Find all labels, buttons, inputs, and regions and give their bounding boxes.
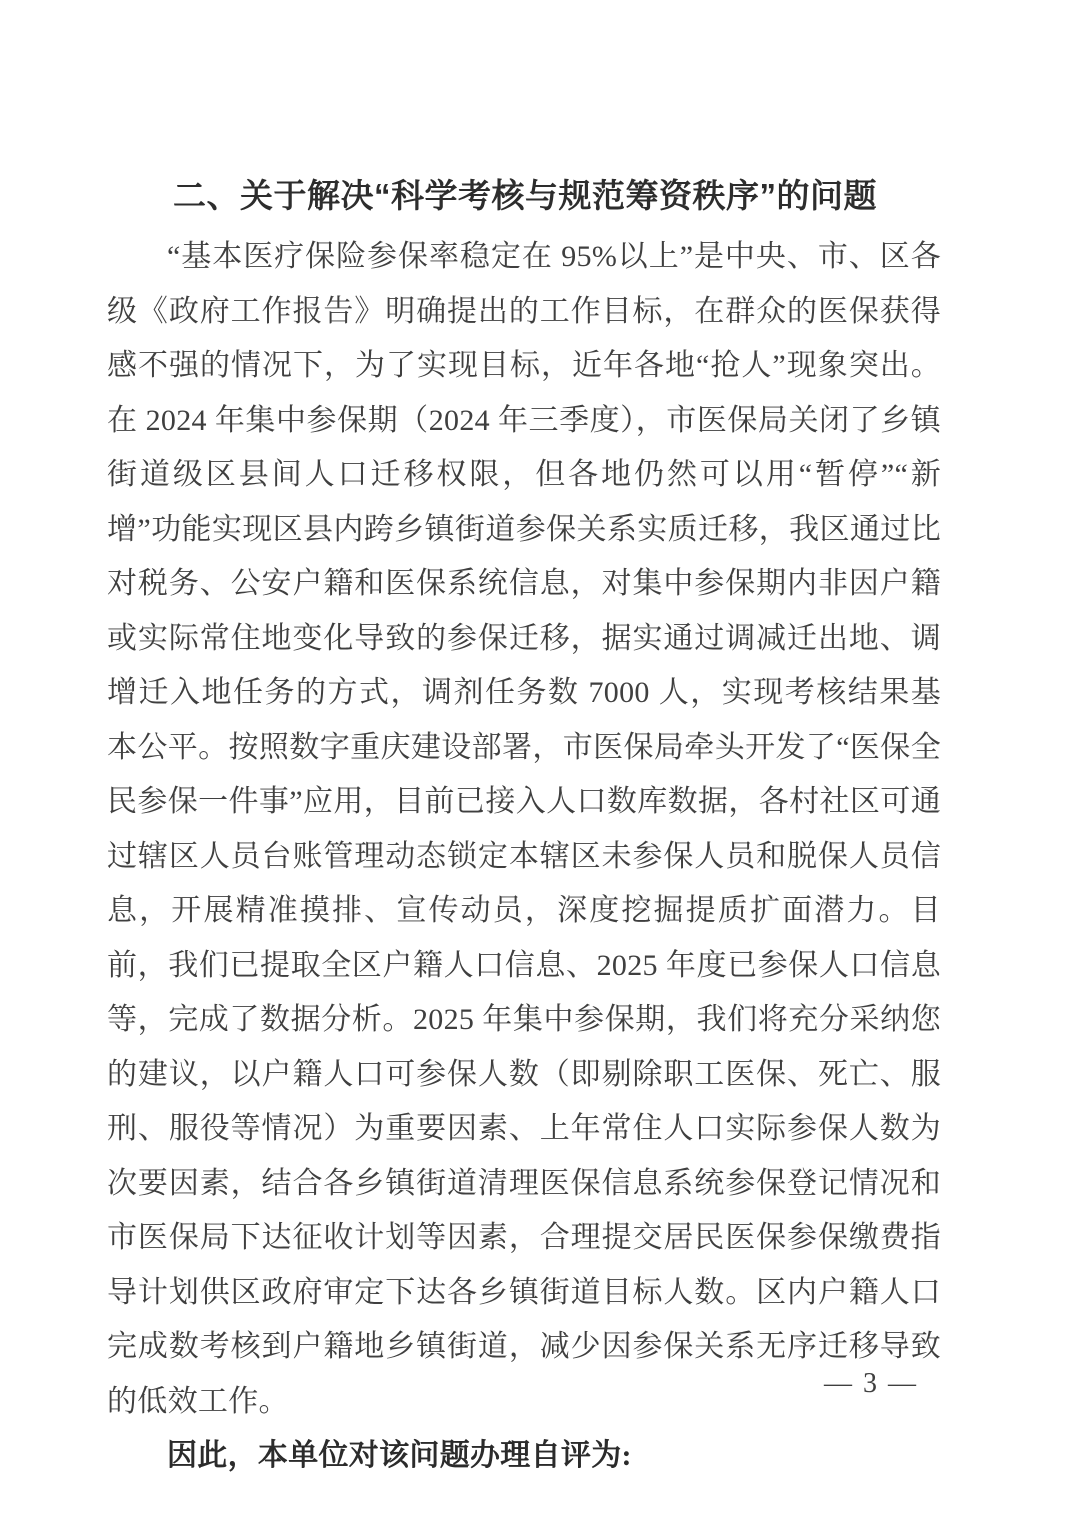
section-heading: 二、关于解决“科学考核与规范筹资秩序”的问题 — [173, 177, 877, 214]
page-number: — 3 — — [824, 1368, 918, 1399]
body-paragraph: “基本医疗保险参保率稳定在 95%以上”是中央、市、区各级《政府工作报告》明确提出的工作目标，在群众的医保获得感不强的情况下，为了实现目标，近年各地“抢人”现象突出。在 2024 年集中参保期（2024 年三季度），市医保局关闭了乡镇街道级区县间人口迁移权限，但各地仍然可以用“暂停”“新增”功能实现区县内跨乡镇街道参保关系实质迁移，我区通过比对税务、公安户籍和医保系统信息，对集中参保期内非因户籍或实际常住地变化导致的参保迁移，据实通过调减迁出地、调增迁入地任务的方式，调剂任务数 7000 人，实现考核结果基本公平。按照数字重庆建设部署，市医保局牵头开发了“医保全民参保一件事”应用，目前已接入人口数库数据，各村社区可通过辖区人员台账管理动态锁定本辖区未参保人员和脱保人员信息，开展精准摸排、宣传动员，深度挖掘提质扩面潜力。目前，我们已提取全区户籍人口信息、2025 年度已参保人口信息等，完成了数据分析。2025 年集中参保期，我们将充分采纳您的建议，以户籍人口可参保人数（即剔除职工医保、死亡、服刑、服役等情况）为重要因素、上年常住人口实际参保人数为次要因素，结合各乡镇街道清理医保信息系统参保登记情况和市医保局下达征收计划等因素，合理提交居民医保参保缴费指导计划供区政府审定下达各乡镇街道目标人数。区内户籍人口完成数考核到户籍地乡镇街道，减少因参保关系无序迁移导致的低效工作。 — [107, 240, 941, 1418]
conclusion-line: 因此，本单位对该问题办理自评为: — [167, 1439, 632, 1472]
document-content — [107, 168, 941, 1484]
